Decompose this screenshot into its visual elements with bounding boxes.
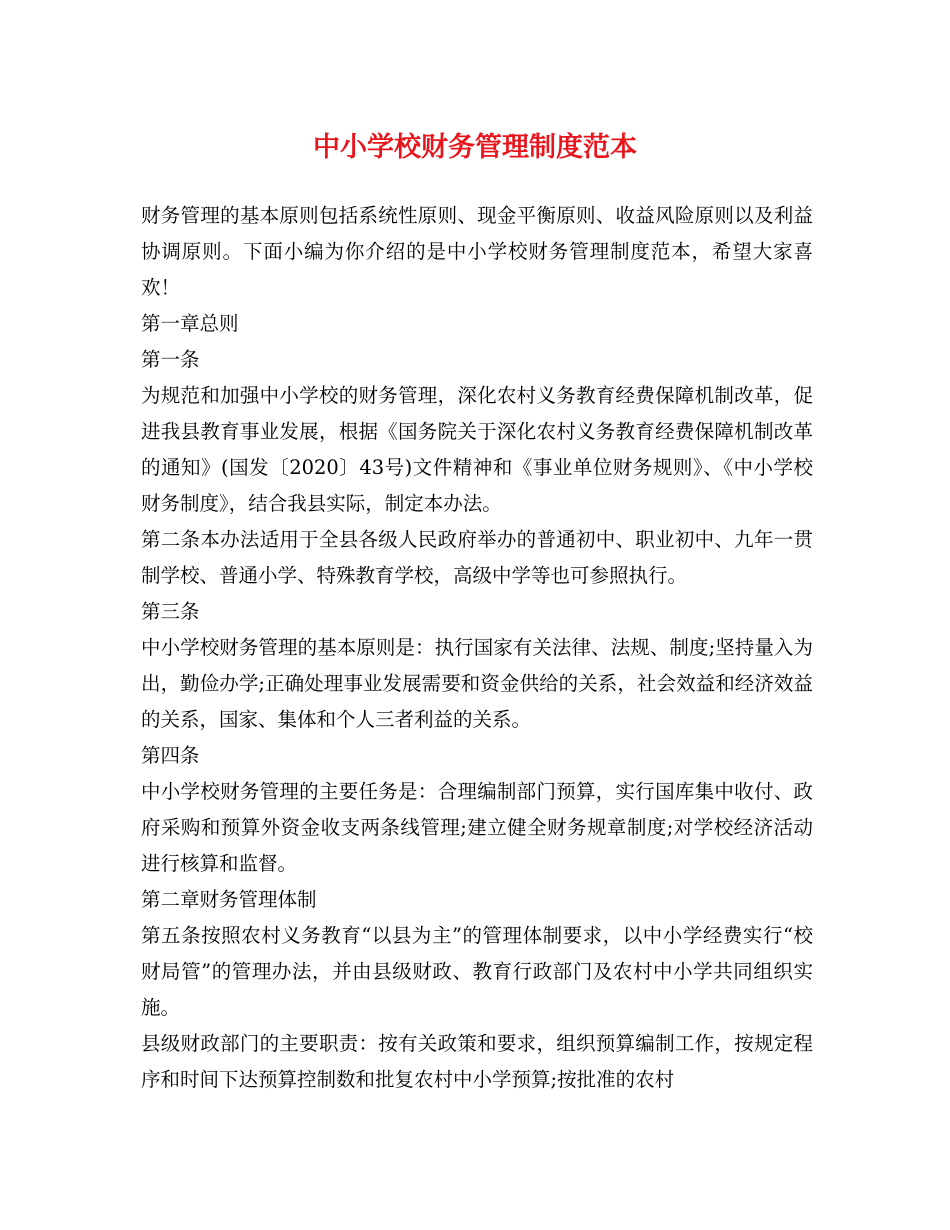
chapter-heading: 第一章总则 bbox=[141, 312, 239, 335]
paragraph: 第五条按照农村义务教育“以县为主”的管理体制要求，以中小学经费实行“校财局管”的管理办法，并由县级财政、教育行政部门及农村中小学共同组织实施。 bbox=[141, 924, 813, 1019]
paragraph: 中小学校财务管理的主要任务是：合理编制部门预算，实行国库集中收付、政府采购和预算外资金收支两条线管理;建立健全财务规章制度;对学校经济活动进行核算和监督。 bbox=[141, 780, 813, 875]
document-body bbox=[141, 198, 813, 1098]
article-heading: 第四条 bbox=[141, 744, 200, 767]
article-heading: 第三条 bbox=[141, 600, 200, 623]
chapter-heading: 第二章财务管理体制 bbox=[141, 888, 317, 911]
paragraph-intro: 财务管理的基本原则包括系统性原则、现金平衡原则、收益风险原则以及利益协调原则。下面小编为你介绍的是中小学校财务管理制度范本，希望大家喜欢！ bbox=[141, 204, 813, 299]
paragraph: 为规范和加强中小学校的财务管理，深化农村义务教育经费保障机制改革，促进我县教育事业发展，根据《国务院关于深化农村义务教育经费保障机制改革的通知》(国发〔2020〕43号)文件精神和《事业单位财务规则》、《中小学校财务制度》，结合我县实际，制定本办法。 bbox=[141, 384, 813, 515]
article-heading: 第一条 bbox=[141, 348, 200, 371]
paragraph: 县级财政部门的主要职责：按有关政策和要求，组织预算编制工作，按规定程序和时间下达预算控制数和批复农村中小学预算;按批准的农村 bbox=[141, 1032, 813, 1091]
paragraph: 中小学校财务管理的基本原则是：执行国家有关法律、法规、制度;坚持量入为出，勤俭办学;正确处理事业发展需要和资金供给的关系，社会效益和经济效益的关系，国家、集体和个人三者利益的关系。 bbox=[141, 636, 813, 731]
paragraph: 第二条本办法适用于全县各级人民政府举办的普通初中、职业初中、九年一贯制学校、普通小学、特殊教育学校，高级中学等也可参照执行。 bbox=[141, 528, 813, 587]
document-title: 中小学校财务管理制度范本 bbox=[313, 132, 637, 163]
